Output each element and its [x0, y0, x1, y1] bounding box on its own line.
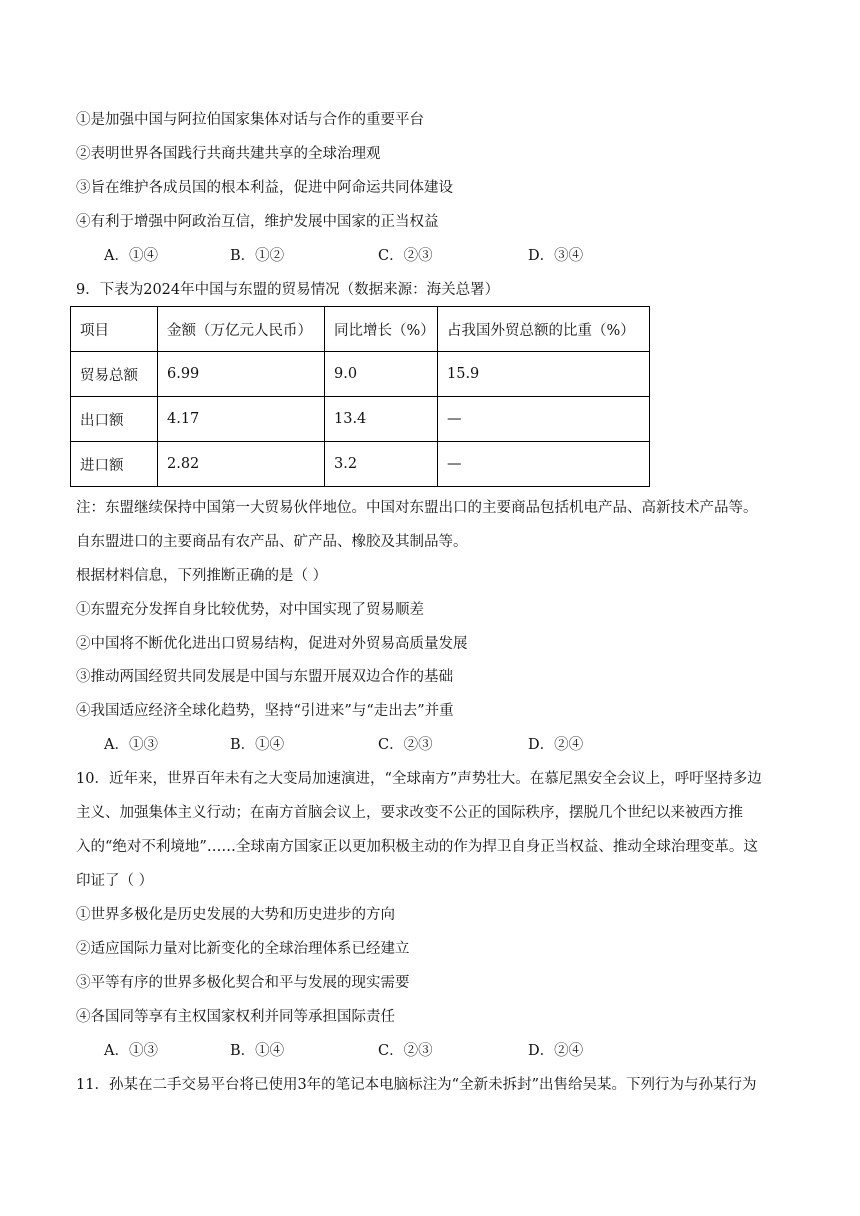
- q9-note-line-1: 注：东盟继续保持中国第一大贸易伙伴地位。中国对东盟出口的主要商品包括机电产品、高新技术产品等。: [76, 500, 758, 516]
- q10-stem-line-1: 10．近年来，世界百年未有之大变局加速演进，“全球南方”声势壮大。在慕尼黑安全会议上，呼吁坚持多边: [76, 771, 762, 787]
- table-cell: 9.0: [325, 352, 438, 397]
- q9-option-a: A．①③: [104, 737, 158, 753]
- q9-statement-1: ①东盟充分发挥自身比较优势，对中国实现了贸易顺差: [76, 602, 424, 618]
- q10-stem-line-4: 印证了（ ）: [76, 873, 154, 889]
- q10-options: [104, 1041, 624, 1061]
- table-cell: 进口额: [71, 442, 158, 487]
- q10-statement-1: ①世界多极化是历史发展的大势和历史进步的方向: [76, 907, 395, 923]
- q8-options: [104, 246, 624, 266]
- table-row: [71, 352, 650, 397]
- q11-stem-line-1: 11．孙某在二手交易平台将已使用3年的笔记本电脑标注为“全新未拆封”出售给吴某。下列行为与孙某行为: [76, 1077, 757, 1093]
- q8-statement-2: ②表明世界各国践行共商共建共享的全球治理观: [76, 146, 381, 162]
- q10-statement-3: ③平等有序的世界多极化契合和平与发展的现实需要: [76, 975, 410, 991]
- q10-option-b: B．①④: [230, 1043, 285, 1059]
- table-cell: 13.4: [325, 397, 438, 442]
- q10-option-d: D．②④: [528, 1043, 584, 1059]
- q9-question: 根据材料信息，下列推断正确的是（ ）: [76, 568, 328, 584]
- table-cell: 2.82: [158, 442, 325, 487]
- q9-note-line-2: 自东盟进口的主要商品有农产品、矿产品、橡胶及其制品等。: [76, 534, 468, 550]
- table-row: [71, 442, 650, 487]
- q8-option-c: C．②③: [378, 248, 433, 264]
- q10-option-c: C．②③: [378, 1043, 433, 1059]
- q9-statement-3: ③推动两国经贸共同发展是中国与东盟开展双边合作的基础: [76, 669, 453, 685]
- table-cell: —: [438, 397, 650, 442]
- table-header-cell: 同比增长（%）: [325, 307, 438, 352]
- table-cell: 3.2: [325, 442, 438, 487]
- q10-statement-4: ④各国同等享有主权国家权利并同等承担国际责任: [76, 1009, 395, 1025]
- table-cell: 出口额: [71, 397, 158, 442]
- table-cell: 6.99: [158, 352, 325, 397]
- q8-statement-3: ③旨在维护各成员国的根本利益，促进中阿命运共同体建设: [76, 180, 453, 196]
- q8-statement-1: ①是加强中国与阿拉伯国家集体对话与合作的重要平台: [76, 112, 424, 128]
- table-row: [71, 397, 650, 442]
- q9-option-d: D．②④: [528, 737, 584, 753]
- q9-stem: 9．下表为2024年中国与东盟的贸易情况（数据来源：海关总署）: [76, 282, 500, 298]
- q9-options: [104, 735, 624, 755]
- q10-statement-2: ②适应国际力量对比新变化的全球治理体系已经建立: [76, 941, 410, 957]
- table-cell: —: [438, 442, 650, 487]
- q8-statement-4: ④有利于增强中阿政治互信，维护发展中国家的正当权益: [76, 214, 439, 230]
- q10-stem-line-3: 入的“绝对不利境地”……全球南方国家正以更加积极主动的作为捍卫自身正当权益、推动全球治理变革。这: [76, 839, 758, 855]
- q9-statement-2: ②中国将不断优化进出口贸易结构，促进对外贸易高质量发展: [76, 636, 468, 652]
- table-header-cell: 占我国外贸总额的比重（%）: [438, 307, 650, 352]
- table-header-cell: 项目: [71, 307, 158, 352]
- q8-option-b: B．①②: [230, 248, 285, 264]
- q9-option-c: C．②③: [378, 737, 433, 753]
- q9-option-b: B．①④: [230, 737, 285, 753]
- q8-option-a: A．①④: [104, 248, 158, 264]
- table-header-cell: 金额（万亿元人民币）: [158, 307, 325, 352]
- q8-option-d: D．③④: [528, 248, 584, 264]
- q10-option-a: A．①③: [104, 1043, 158, 1059]
- table-cell: 贸易总额: [71, 352, 158, 397]
- q9-statement-4: ④我国适应经济全球化趋势，坚持“引进来”与“走出去”并重: [76, 703, 454, 719]
- trade-table: [70, 306, 650, 487]
- table-cell: 4.17: [158, 397, 325, 442]
- table-header-row: [71, 307, 650, 352]
- q10-stem-line-2: 主义、加强集体主义行动；在南方首脑会议上，要求改变不公正的国际秩序，摆脱几个世纪以来被西方推: [76, 805, 743, 821]
- table-cell: 15.9: [438, 352, 650, 397]
